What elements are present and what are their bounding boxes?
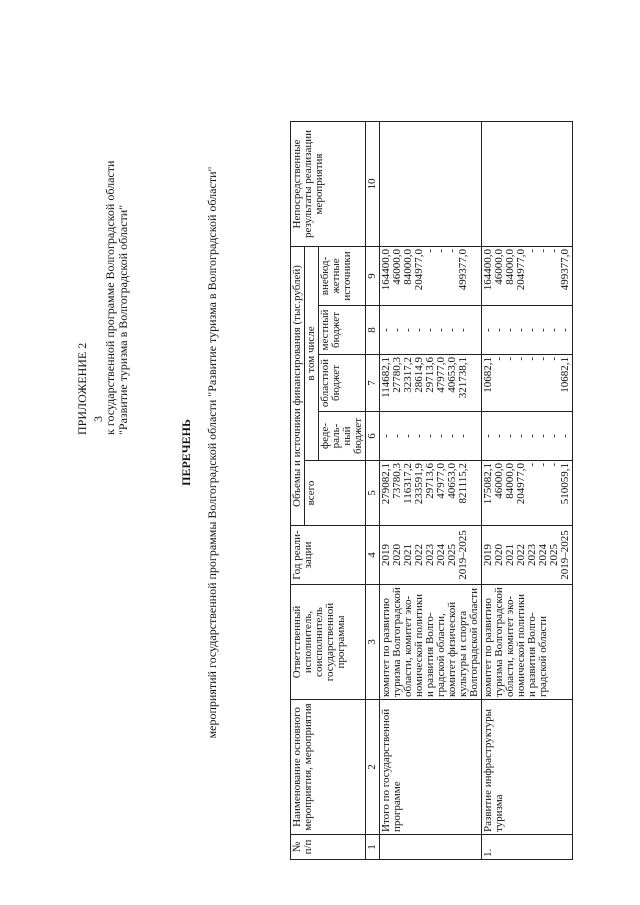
header-federal: феде- раль- ный бюджет	[319, 412, 366, 461]
row-total-line: 116317,2	[402, 463, 414, 504]
row-local	[482, 306, 573, 355]
row-executor-line: комитет физической	[446, 601, 458, 697]
row-federal-line: -	[391, 434, 403, 438]
row-regional-line: 47977,0	[435, 357, 447, 393]
header-total: всего	[305, 461, 366, 526]
header-name: Наименование основного мероприятия, мероприятия	[291, 700, 366, 835]
row-total-line: 279082,1	[380, 463, 392, 505]
row-offbudget-line: 46000,0	[493, 249, 505, 285]
header-executor: Ответственный исполнитель, соисполнитель государственной программы	[291, 585, 366, 700]
appendix-title: ПРИЛОЖЕНИЕ 2	[75, 342, 89, 435]
header-local: местный бюджет	[319, 306, 366, 355]
row-federal	[482, 412, 573, 461]
row-executor-line: области, комитет эко-	[402, 595, 414, 697]
document-subtitle: мероприятий государственной программы Волгоградской области "Развитие туризма в Волгоградской области"	[205, 166, 219, 739]
table-row	[482, 122, 573, 860]
row-total-line: 73780,3	[391, 463, 403, 499]
row-executor-line: номической политики	[413, 593, 425, 697]
row-federal-line: -	[446, 434, 458, 438]
row-offbudget-line: 499377,0	[559, 249, 571, 291]
row-total-line: -	[526, 463, 538, 467]
row-offbudget-line: 204977,0	[515, 249, 527, 291]
row-federal-line: -	[504, 434, 516, 438]
row-local-line: -	[515, 328, 527, 332]
row-years	[482, 526, 573, 585]
row-regional-line: -	[537, 357, 549, 361]
col-number: 10	[366, 122, 380, 247]
row-number: 1.	[482, 835, 573, 860]
row-regional-line: 28614,9	[413, 357, 425, 393]
page-number: 3	[91, 416, 105, 422]
row-name: Итого по государственной программе	[380, 700, 482, 835]
row-years-line: 2025	[446, 544, 458, 566]
row-local-line: -	[380, 328, 392, 332]
header-regional: областной бюджет	[319, 355, 366, 412]
row-regional-line: -	[526, 357, 538, 361]
header-num: № п/п	[291, 835, 366, 860]
row-regional-line: -	[493, 357, 505, 361]
row-federal-line: -	[493, 434, 505, 438]
row-regional-line: -	[504, 357, 516, 361]
row-local-line: -	[559, 328, 571, 332]
row-total-line: 40653,0	[446, 463, 458, 499]
row-name: Развитие инфраструктуры туризма	[482, 700, 573, 835]
row-executor-line: туризма Волгоградской	[391, 587, 403, 697]
row-offbudget-line: 164400,0	[482, 249, 494, 291]
row-local-line: -	[446, 328, 458, 332]
row-regional-line: -	[515, 357, 527, 361]
row-years-line: 2021	[402, 544, 414, 566]
row-total-line: 175082,1	[482, 463, 494, 505]
row-executor-line: комитет по развитию	[380, 597, 392, 697]
row-local-line: -	[457, 328, 469, 332]
row-executor-line: номической политики	[515, 593, 527, 697]
row-regional-line: 114682,1	[380, 357, 392, 398]
row-regional-line: 32317,2	[402, 357, 414, 393]
row-regional	[482, 355, 573, 412]
row-years-line: 2020	[493, 544, 505, 566]
row-years	[380, 526, 482, 585]
row-federal-line: -	[435, 434, 447, 438]
row-executor-line: культуры и спорта	[457, 610, 469, 697]
row-regional-line: 10682,1	[482, 357, 494, 393]
row-offbudget-line: 84000,0	[402, 249, 414, 285]
col-number: 2	[366, 700, 380, 835]
row-federal-line: -	[457, 434, 469, 438]
row-regional	[380, 355, 482, 412]
row-years-line: 2021	[504, 544, 516, 566]
row-federal-line: -	[424, 434, 436, 438]
row-total-line: -	[548, 463, 560, 467]
row-total-line: 233591,9	[413, 463, 425, 505]
row-offbudget	[482, 247, 573, 306]
row-local-line: -	[413, 328, 425, 332]
row-offbudget-line: 164400,0	[380, 249, 392, 291]
measures-table	[290, 121, 573, 860]
row-local	[380, 306, 482, 355]
row-local-line: -	[548, 328, 560, 332]
row-local-line: -	[504, 328, 516, 332]
row-executor-line: градской области,	[435, 613, 447, 697]
row-results	[482, 122, 573, 247]
row-offbudget-line: 499377,0	[457, 249, 469, 291]
row-executor-line: градской области	[537, 615, 549, 697]
row-years-line: 2019–2025	[559, 530, 571, 580]
row-offbudget-line: -	[424, 249, 436, 253]
row-years-line: 2025	[548, 544, 560, 566]
row-total-line: 84000,0	[504, 463, 516, 499]
row-total-line: 821115,2	[457, 463, 469, 504]
col-number: 5	[366, 461, 380, 526]
row-years-line: 2022	[515, 544, 527, 566]
col-number: 8	[366, 306, 380, 355]
row-regional-line: 321738,1	[457, 357, 469, 399]
row-total-line: 204977,0	[515, 463, 527, 505]
row-federal-line: -	[526, 434, 538, 438]
row-total-line: 46000,0	[493, 463, 505, 499]
header-volumes: Объемы и источники финансирования (тыс.рублей)	[291, 247, 305, 526]
row-federal-line: -	[537, 434, 549, 438]
row-years-line: 2023	[424, 544, 436, 566]
row-offbudget-line: 46000,0	[391, 249, 403, 285]
row-local-line: -	[526, 328, 538, 332]
row-federal-line: -	[402, 434, 414, 438]
col-number: 6	[366, 412, 380, 461]
header-offbudget: внебюд- жетные источники	[319, 247, 366, 306]
row-executor	[482, 585, 573, 700]
col-number: 4	[366, 526, 380, 585]
row-local-line: -	[537, 328, 549, 332]
header-incl: в том числе	[305, 247, 319, 461]
row-local-line: -	[435, 328, 447, 332]
column-number-row	[366, 122, 380, 860]
row-years-line: 2019	[482, 544, 494, 566]
row-years-line: 2024	[537, 544, 549, 566]
row-executor-line: и развития Волго-	[526, 612, 538, 697]
row-total-line: 47977,0	[435, 463, 447, 499]
row-executor-line: и развития Волго-	[424, 612, 436, 697]
row-total	[380, 461, 482, 526]
row-years-line: 2022	[413, 544, 425, 566]
row-total-line: -	[537, 463, 549, 467]
row-offbudget-line: -	[435, 249, 447, 253]
header-year: Год реали- зации	[291, 526, 366, 585]
row-offbudget-line: -	[548, 249, 560, 253]
row-local-line: -	[424, 328, 436, 332]
row-offbudget-line: 204977,0	[413, 249, 425, 291]
row-local-line: -	[402, 328, 414, 332]
row-local-line: -	[493, 328, 505, 332]
row-regional-line: 27780,3	[391, 357, 403, 393]
row-executor-line: области, комитет эко-	[504, 595, 516, 697]
row-regional-line: -	[548, 357, 560, 361]
col-number: 9	[366, 247, 380, 306]
row-federal-line: -	[515, 434, 527, 438]
row-results	[380, 122, 482, 247]
row-regional-line: 29713,6	[424, 357, 436, 393]
row-total	[482, 461, 573, 526]
appendix-line-1: к государственной программе Волгоградской области	[103, 160, 117, 435]
row-regional-line: 40653,0	[446, 357, 458, 393]
row-offbudget-line: -	[537, 249, 549, 253]
row-federal	[380, 412, 482, 461]
row-executor	[380, 585, 482, 700]
row-federal-line: -	[482, 434, 494, 438]
row-executor-line: туризма Волгоградской	[493, 587, 505, 697]
col-number: 1	[366, 835, 380, 860]
row-local-line: -	[482, 328, 494, 332]
document-title: ПЕРЕЧЕНЬ	[179, 419, 193, 486]
row-years-line: 2019	[380, 544, 392, 566]
row-years-line: 2024	[435, 544, 447, 566]
row-total-line: 29713,6	[424, 463, 436, 499]
row-federal-line: -	[413, 434, 425, 438]
col-number: 7	[366, 355, 380, 412]
row-number	[380, 835, 482, 860]
row-offbudget-line: -	[446, 249, 458, 253]
appendix-line-2: "Развитие туризма в Волгоградской области"	[116, 204, 130, 435]
col-number: 3	[366, 585, 380, 700]
row-executor-line: комитет по развитию	[482, 597, 494, 697]
row-federal-line: -	[559, 434, 571, 438]
row-offbudget-line: -	[526, 249, 538, 253]
header-results: Непосредственные результаты реализации мероприятия	[291, 122, 366, 247]
row-total-line: 510059,1	[559, 463, 571, 505]
row-local-line: -	[391, 328, 403, 332]
row-years-line: 2020	[391, 544, 403, 566]
row-years-line: 2019–2025	[457, 530, 469, 580]
row-regional-line: 10682,1	[559, 357, 571, 393]
row-executor-line: Волгоградской области	[468, 588, 480, 697]
row-years-line: 2023	[526, 544, 538, 566]
row-offbudget-line: 84000,0	[504, 249, 516, 285]
row-federal-line: -	[380, 434, 392, 438]
table-row	[380, 122, 482, 860]
row-federal-line: -	[548, 434, 560, 438]
row-offbudget	[380, 247, 482, 306]
